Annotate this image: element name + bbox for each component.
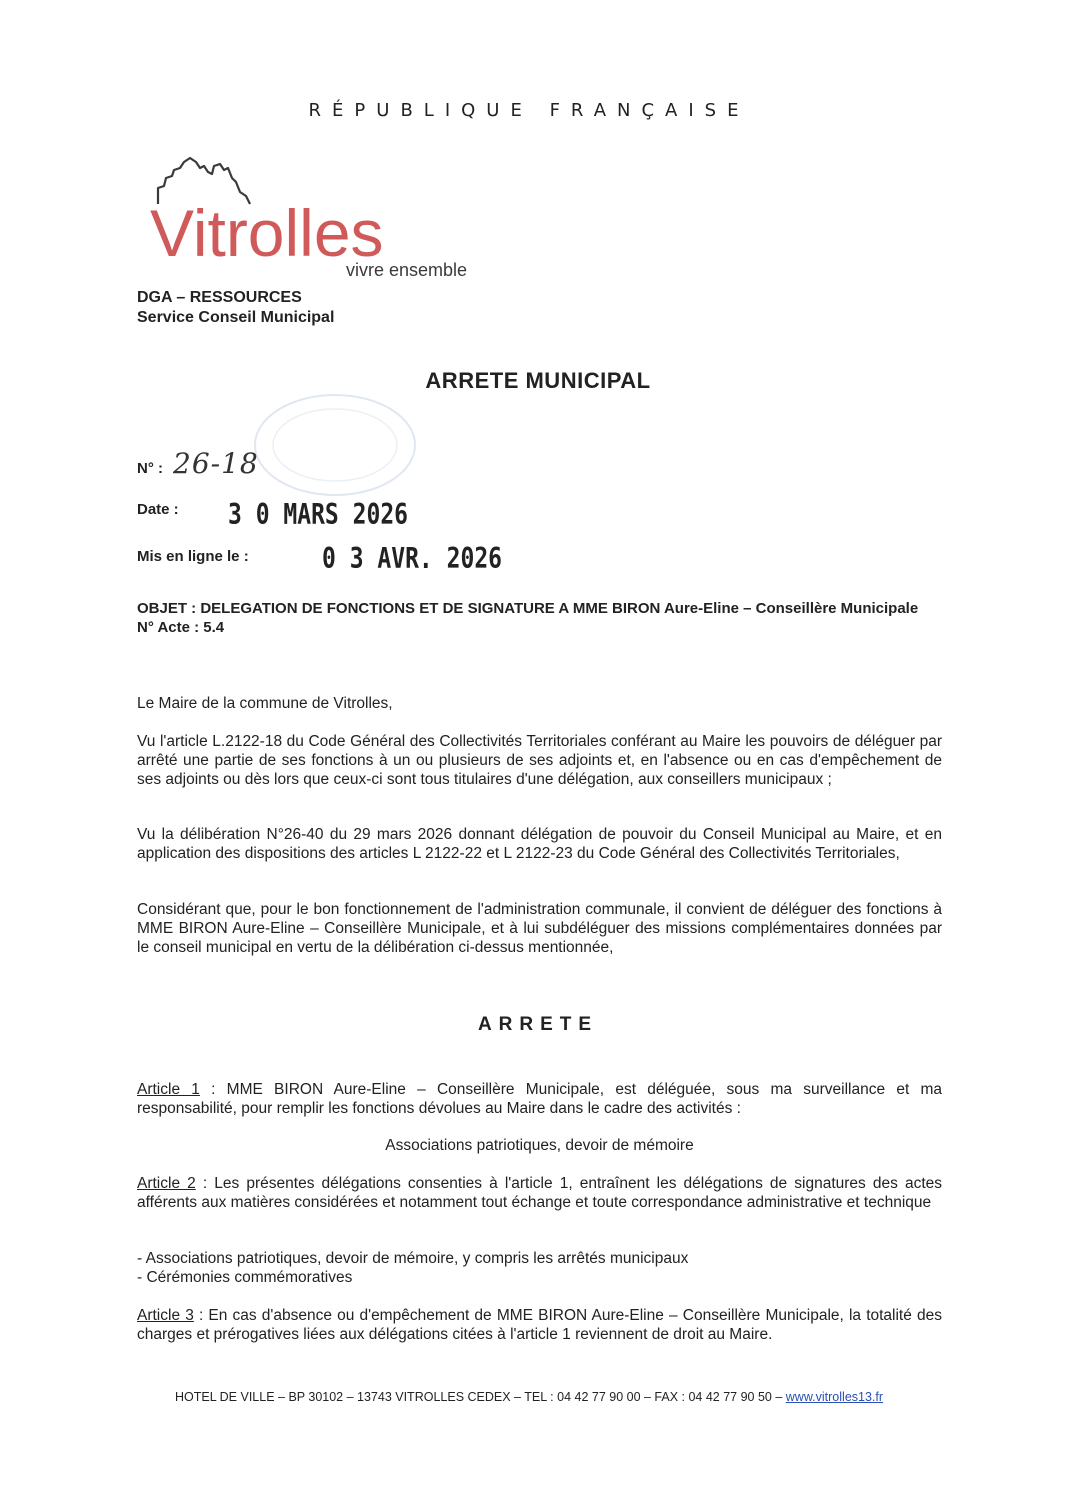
logo-name: Vitrolles [150,196,384,270]
logo-tagline: vivre ensemble [346,260,468,280]
article-2-label: Article 2 [137,1175,196,1192]
list-item: - Associations patriotiques, devoir de mémoire, y compris les arrêtés municipaux [137,1250,689,1267]
republique-francaise: RÉPUBLIQUE FRANÇAISE [308,100,750,121]
online-value-stamp: 0 3 AVR. 2026 [322,543,503,576]
footer-address: HOTEL DE VILLE – BP 30102 – 13743 VITROLLES CEDEX – TEL : 04 42 77 90 00 – FAX : 04 42 77 90 50 – [174,1390,786,1404]
objet-block [137,599,942,637]
article-2 [137,1174,942,1212]
considerant-paragraph: Considérant que, pour le bon fonctionnement de l'administration communale, il convient de déléguer des fonctions à MME BIRON Aure-Eline – Conseillère Municipale, et à lui subdéléguer des missions complémentaires données par le conseil municipal en vertu de la délibération ci-dessus mentionnée, [137,901,942,956]
date-label: Date : [137,501,179,518]
list-item: - Cérémonies commémoratives [137,1269,353,1286]
acte-number: N° Acte : 5.4 [137,619,225,636]
article-1-domain: Associations patriotiques, devoir de mémoire [385,1137,694,1154]
article-3 [137,1306,942,1344]
article-3-label: Article 3 [137,1307,194,1324]
numero-label: N° : [137,460,163,477]
arrete-heading: ARRETE [477,1014,599,1035]
article-1-text: : MME BIRON Aure-Eline – Conseillère Municipale, est déléguée, sous ma surveillance et ma responsabilité, pour remplir les fonctions dévolues au Maire dans le cadre des activités : [137,1081,943,1117]
vitrolles-logo [150,152,468,280]
article-3-text: : En cas d'absence ou d'empêchement de MME BIRON Aure-Eline – Conseillère Municipale, la totalité des charges et prérogatives liées aux délégations citées à l'article 1 reviennent de droit au Maire. [137,1307,942,1343]
department-block [137,288,334,328]
article-2-list [137,1249,942,1287]
online-label: Mis en ligne le : [137,548,249,565]
footer [0,1390,1058,1404]
website-link[interactable]: www.vitrolles13.fr [785,1390,884,1404]
numero-value-handwritten: 26-18 [173,447,259,480]
dga-label: DGA – RESSOURCES [137,289,302,306]
official-stamp-faded [250,390,420,500]
vu-paragraph-1: Vu l'article L.2122-18 du Code Général des Collectivités Territoriales conférant au Maire les pouvoirs de déléguer par arrêté une partie de ses fonctions à un ou plusieurs de ses adjoints et, en l'absence ou en cas d'empêchement de ses adjoints ou dès lors que ceux-ci sont tous titulaires d'une délégation, aux conseillers municipaux ; [137,733,942,788]
objet-text: OBJET : DELEGATION DE FONCTIONS ET DE SIGNATURE A MME BIRON Aure-Eline – Conseillère Municipale [137,600,919,617]
article-1 [137,1080,942,1118]
intro-paragraph: Le Maire de la commune de Vitrolles, [137,695,393,712]
service-label: Service Conseil Municipal [137,309,335,326]
vu-paragraph-2: Vu la délibération N°26-40 du 29 mars 2026 donnant délégation de pouvoir du Conseil Municipal au Maire, et en application des dispositions des articles L 2122-22 et L 2122-23 du Code Général des Collectivités Territoriales, [137,826,942,862]
document-title: ARRETE MUNICIPAL [425,368,651,393]
article-2-text: : Les présentes délégations consenties à l'article 1, entraînent les délégations de signatures des actes afférents aux matières considérées et notamment tout échange et toute correspondance administrative et technique [137,1175,943,1211]
article-1-label: Article 1 [137,1081,200,1098]
date-value-stamp: 3 0 MARS 2026 [228,499,409,532]
